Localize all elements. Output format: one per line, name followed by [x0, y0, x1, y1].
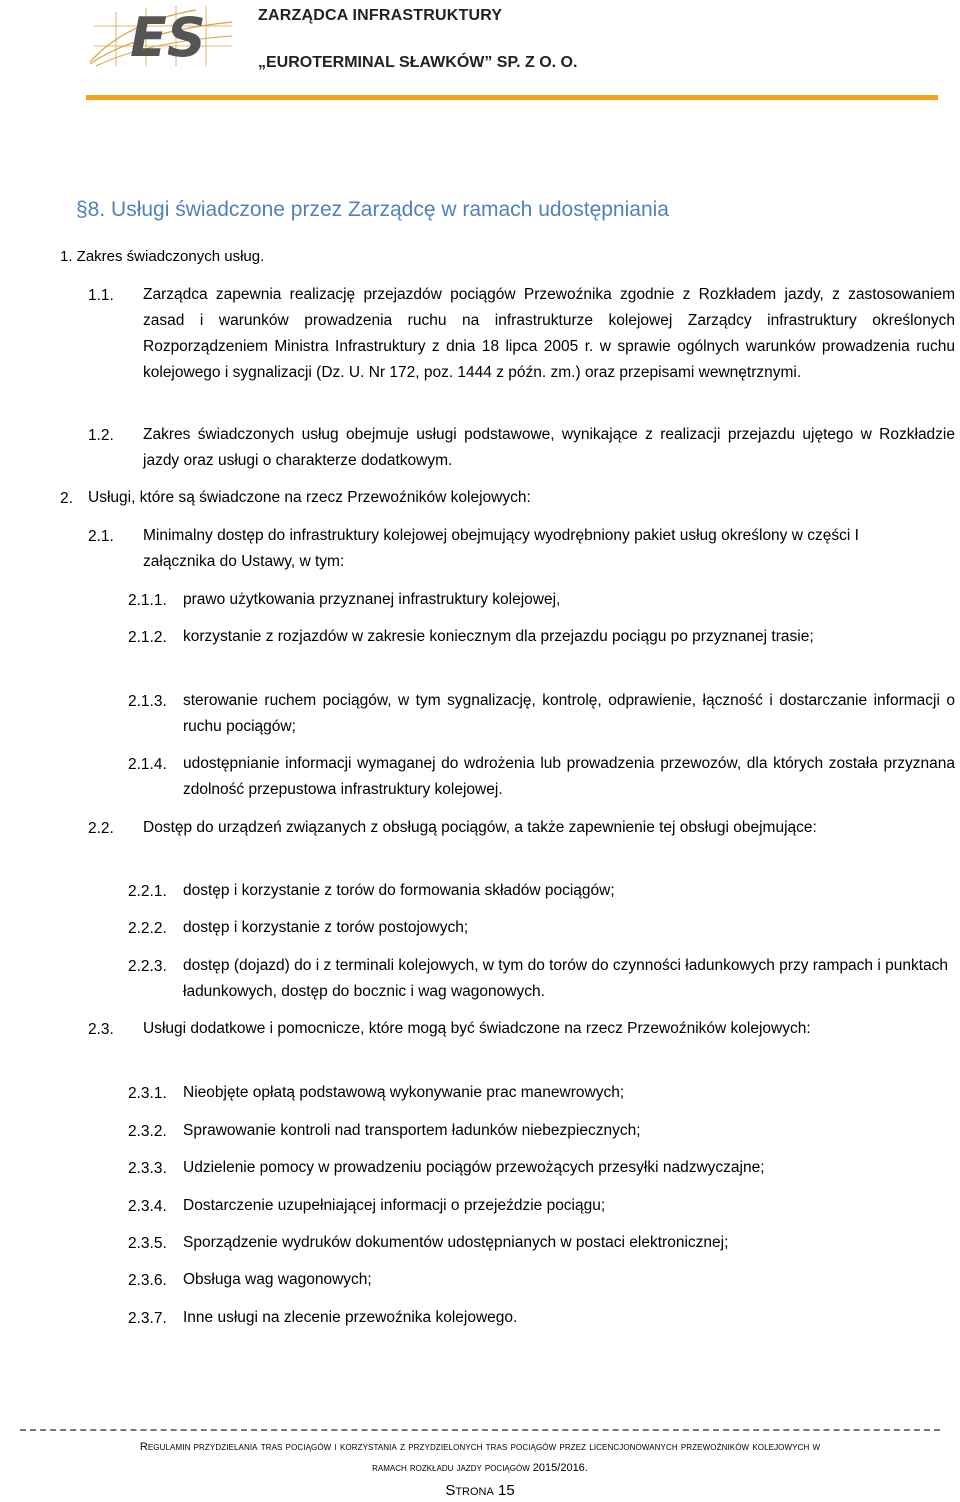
item-text: prawo użytkowania przyznanej infrastruktury kolejowej, [183, 591, 561, 608]
item-number: 2.2.2. [128, 920, 167, 937]
item-number: 2.3.5. [128, 1235, 167, 1252]
item-text: Inne usługi na zlecenie przewoźnika kolejowego. [183, 1309, 518, 1326]
item-number: 2. [60, 490, 73, 507]
item-text: Zakres świadczonych usług obejmuje usługi podstawowe, wynikające z realizacji przejazdu ujętego w Rozkładzie jazdy oraz usługi o charakterze dodatkowym. [143, 426, 955, 469]
item-text: Sporządzenie wydruków dokumentów udostępnianych w postaci elektronicznej; [183, 1234, 729, 1251]
item-number: 2.3.2. [128, 1123, 167, 1140]
subsection-1-label: 1. Zakres świadczonych usług. [60, 248, 265, 265]
header-divider [86, 95, 938, 100]
item-text: Obsługa wag wagonowych; [183, 1271, 372, 1288]
item-text: Sprawowanie kontroli nad transportem ładunków niebezpiecznych; [183, 1122, 641, 1139]
item-number: 2.3.3. [128, 1160, 167, 1177]
item-text: dostęp i korzystanie z torów postojowych; [183, 919, 469, 936]
company-logo [86, 2, 236, 68]
footer-regulation-title-cont: ramach rozkładu jazdy pociągów 2015/2016. [372, 1462, 588, 1474]
item-number: 2.2. [88, 820, 114, 837]
item-number: 1.1. [88, 287, 114, 304]
item-number: 2.1.4. [128, 756, 167, 773]
item-text: sterowanie ruchem pociągów, w tym sygnalizację, kontrolę, odprawienie, łączność i dostarczanie informacji o ruchu pociągów; [183, 692, 955, 735]
header-company-name: „EUROTERMINAL SŁAWKÓW” SP. Z O. O. [258, 54, 578, 71]
item-number: 2.2.1. [128, 883, 167, 900]
item-number: 2.1. [88, 528, 114, 545]
item-text: Zarządca zapewnia realizację przejazdów pociągów Przewoźnika zgodnie z Rozkładem jazdy, z zastosowaniem zasad i warunków prowadzenia ruchu na infrastrukturze kolejowej Zarządcy infrastruktury określonych Rozporządzeniem Ministra Infrastruktury z dnia 18 lipca 2005 r. w sprawie ogólnych warunków prowadzenia ruchu kolejowego i sygnalizacji (Dz. U. Nr 172, poz. 1444 z późn. zm.) oraz przepisami wewnętrznymi. [143, 286, 955, 381]
item-number: 2.3.6. [128, 1272, 167, 1289]
item-number: 2.3.7. [128, 1310, 167, 1327]
item-number: 2.1.1. [128, 592, 167, 609]
header-company-title: ZARZĄDCA INFRASTRUKTURY [258, 7, 503, 24]
item-text: Usługi dodatkowe i pomocnicze, które mogą być świadczone na rzecz Przewoźników kolejowych: [143, 1020, 811, 1037]
item-text: dostęp i korzystanie z torów do formowania składów pociągów; [183, 882, 615, 899]
item-number: 2.1.2. [128, 629, 167, 646]
section-heading: §8. Usługi świadczone przez Zarządcę w ramach udostępniania [76, 198, 669, 221]
item-text: Dostarczenie uzupełniającej informacji o przejeździe pociągu; [183, 1197, 606, 1214]
item-text: Usługi, które są świadczone na rzecz Przewoźników kolejowych: [88, 489, 531, 506]
item-number: 2.3.4. [128, 1198, 167, 1215]
footer-divider [20, 1429, 940, 1431]
item-number: 2.3. [88, 1021, 114, 1038]
item-text: Dostęp do urządzeń związanych z obsługą pociągów, a także zapewnienie tej obsługi obejmujące: [143, 819, 817, 836]
item-number: 2.2.3. [128, 958, 167, 975]
footer-regulation-title: Regulamin przydzielania tras pociągów i korzystania z przydzielonych tras pociągów przez licencjonowanych przewoźników kolejowych w [139, 1441, 821, 1453]
item-text: Nieobjęte opłatą podstawową wykonywanie prac manewrowych; [183, 1084, 625, 1101]
item-number: 1.2. [88, 427, 114, 444]
page-number: Strona 15 [445, 1482, 515, 1499]
item-number: 2.1.3. [128, 693, 167, 710]
item-text: Minimalny dostęp do infrastruktury kolejowej obejmujący wyodrębniony pakiet usług określony w części I załącznika do Ustawy, w tym: [143, 527, 859, 570]
logo-graphic [86, 2, 236, 68]
item-text: Udzielenie pomocy w prowadzeniu pociągów przewożących przesyłki nadzwyczajne; [183, 1159, 765, 1176]
item-number: 2.3.1. [128, 1085, 167, 1102]
item-text: udostępnianie informacji wymaganej do wdrożenia lub prowadzenia przewozów, dla których została przyznana zdolność przepustowa infrastruktury kolejowej. [183, 755, 955, 798]
item-text: korzystanie z rozjazdów w zakresie koniecznym dla przejazdu pociągu po przyznanej trasie; [183, 628, 814, 645]
svg-text:ES: ES [130, 6, 206, 68]
item-text: dostęp (dojazd) do i z terminali kolejowych, w tym do torów do czynności ładunkowych przy rampach i punktach ładunkowych, dostęp do bocznic i wag wagonowych. [183, 957, 949, 1000]
